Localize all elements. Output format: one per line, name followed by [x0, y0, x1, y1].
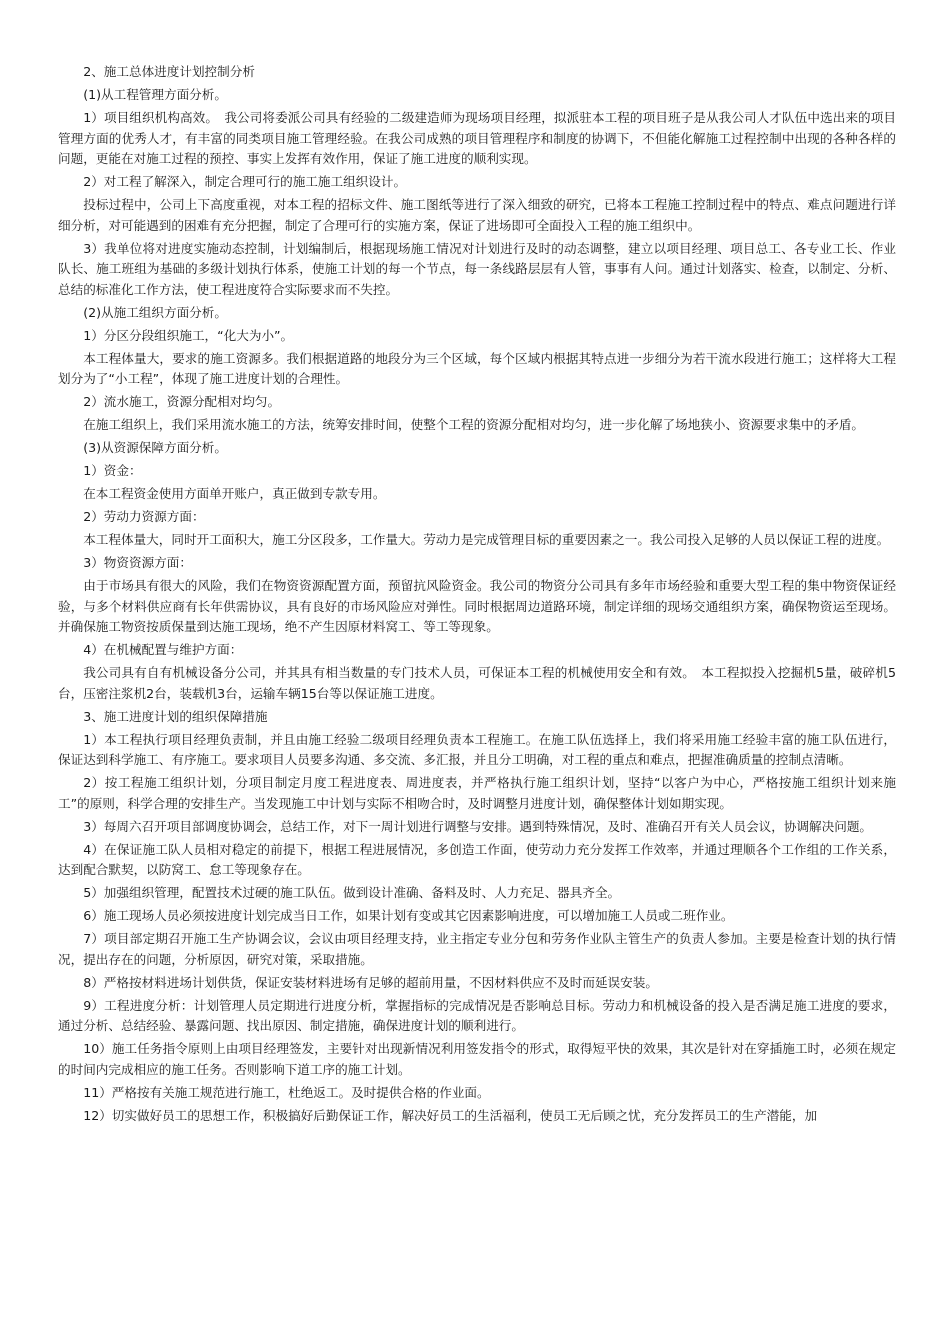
paragraph: 由于市场具有很大的风险，我们在物资资源配置方面，预留抗风险资金。我公司的物资分公司具有多年市场经验和重要大型工程的集中物资保证经验，与多个材料供应商有长年供需协议，具有良好的市场风险应对弹性。同时根据周边道路环境，制定详细的现场交通组织方案，确保物资运至现场。并确保施工物资按质保量到达施工现场，绝不产生因原材料窝工、等工等现象。	[58, 578, 896, 634]
paragraph: 2）劳动力资源方面：	[83, 509, 205, 524]
paragraph: 9）工程进度分析：计划管理人员定期进行进度分析，掌握指标的完成情况是否影响总目标。劳动力和机械设备的投入是否满足施工进度的要求，通过分析、总结经验、暴露问题、找出原因、制定措施，确保进度计划的顺利进行。	[58, 997, 896, 1033]
paragraph: 1）项目组织机构高效。 我公司将委派公司具有经验的二级建造师为现场项目经理，拟派驻本工程的项目班子是从我公司人才队伍中选出来的项目管理方面的优秀人才，有丰富的同类项目施工管理经验。在我公司成熟的项目管理程序和制度的协调下，不但能化解施工过程控制中出现的各种各样的问题，更能在对施工过程的预控、事实上发挥有效作用，保证了施工进度的顺利实现。	[58, 110, 896, 166]
paragraph: 3）每周六召开项目部调度协调会，总结工作，对下一周计划进行调整与安排。遇到特殊情况，及时、准确召开有关人员会议，协调解决问题。	[83, 818, 873, 834]
paragraph: 2）按工程施工组织计划，分项目制定月度工程进度表、周进度表，并严格执行施工组织计划，坚持“以客户为中心，严格按施工组织计划来施工”的原则，科学合理的安排生产。当发现施工中计划与实际不相吻合时，及时调整月进度计划，确保整体计划如期实现。	[58, 775, 896, 811]
paragraph: 12）切实做好员工的思想工作，积极搞好后勤保证工作，解决好员工的生活福利，使员工无后顾之忧，充分发挥员工的生产潜能，加	[83, 1107, 818, 1123]
paragraph: 我公司具有自有机械设备分公司，并其具有相当数量的专门技术人员，可保证本工程的机械使用安全和有效。 本工程拟投入挖掘机5量，破碎机5台，压密注浆机2台，装载机3台，运输车辆15台等以保证施工进度。	[58, 665, 896, 701]
paragraph: 5）加强组织管理，配置技术过硬的施工队伍。做到设计准确、备料及时、人力充足、器具齐全。	[83, 885, 621, 900]
paragraph: 2）对工程了解深入，制定合理可行的施工施工组织设计。	[83, 174, 407, 189]
heading-organization-measures: 3、施工进度计划的组织保障措施	[83, 708, 268, 724]
paragraph: 3）我单位将对进度实施动态控制，计划编制后，根据现场施工情况对计划进行及时的动态调整，建立以项目经理、项目总工、各专业工长、作业队长、施工班组为基础的多级计划执行体系，使施工计划的每一个节点，每一条线路层层有人管，事事有人问。通过计划落实、检查，以制定、分析、总结的标准化工作方法，使工程进度符合实际要求而不失控。	[58, 240, 896, 297]
paragraph: 2）流水施工，资源分配相对均匀。	[83, 394, 281, 409]
paragraph: 4）在机械配置与维护方面：	[83, 642, 243, 657]
paragraph: 投标过程中，公司上下高度重视，对本工程的招标文件、施工图纸等进行了深入细致的研究，已将本工程施工控制过程中的特点、难点问题进行详细分析，对可能遇到的困难有充分把握，制定了合理可行的实施方案，保证了进场即可全面投入工程的施工组织中。	[58, 197, 896, 233]
document-body	[58, 62, 896, 1129]
paragraph: 6）施工现场人员必须按进度计划完成当日工作，如果计划有变或其它因素影响进度，可以增加施工人员或二班作业。	[83, 908, 734, 923]
paragraph: 1）分区分段组织施工，“化大为小”。	[83, 327, 294, 343]
subheading-management: (1)从工程管理方面分析。	[83, 87, 227, 102]
paragraph: 4）在保证施工队人员相对稳定的前提下，根据工程进展情况，多创造工作面，使劳动力充分发挥工作效率，并通过理顺各个工作组的工作关系，达到配合默契，以防窝工、怠工等现象存在。	[58, 841, 896, 877]
paragraph: 在本工程资金使用方面单开账户，真正做到专款专用。	[83, 486, 386, 501]
paragraph: 1）本工程执行项目经理负责制，并且由施工经验二级项目经理负责本工程施工。在施工队伍选择上，我们将采用施工经验丰富的施工队伍进行，保证达到科学施工、有序施工。要求项目人员要多沟通、多交流、多汇报，并且分工明确，对工程的重点和难点，把握准确质量的控制点清晰。	[58, 731, 896, 767]
subheading-construction-organization: (2)从施工组织方面分析。	[83, 304, 227, 320]
paragraph: 在施工组织上，我们采用流水施工的方法，统筹安排时间，使整个工程的资源分配相对均匀，进一步化解了场地狭小、资源要求集中的矛盾。	[83, 417, 864, 432]
paragraph: 本工程体量大，同时开工面积大，施工分区段多，工作量大。劳动力是完成管理目标的重要因素之一。我公司投入足够的人员以保证工程的进度。	[83, 532, 890, 547]
paragraph: 7）项目部定期召开施工生产协调会议，会议由项目经理支持，业主指定专业分包和劳务作业队主管生产的负责人参加。主要是检查计划的执行情况，提出存在的问题，分析原因，研究对策，采取措施。	[58, 931, 896, 967]
paragraph: 本工程体量大，要求的施工资源多。我们根据道路的地段分为三个区域，每个区域内根据其特点进一步细分为若干流水段进行施工；这样将大工程划分为了“小工程”，体现了施工进度计划的合理性。	[58, 350, 896, 386]
paragraph: 1）资金：	[83, 463, 142, 478]
subheading-resource-guarantee: (3)从资源保障方面分析。	[83, 440, 227, 455]
paragraph: 11）严格按有关施工规范进行施工，杜绝返工。及时提供合格的作业面。	[83, 1084, 490, 1100]
heading-schedule-control-analysis: 2、施工总体进度计划控制分析	[83, 64, 255, 79]
paragraph: 10）施工任务指令原则上由项目经理签发，主要针对出现新情况利用签发指令的形式，取得短平快的效果，其次是针对在穿插施工时，必须在规定的时间内完成相应的施工任务。否则影响下道工序的施工计划。	[58, 1041, 896, 1077]
paragraph: 8）严格按材料进场计划供货，保证安装材料进场有足够的超前用量，不因材料供应不及时而延误安装。	[83, 974, 658, 990]
paragraph: 3）物资资源方面：	[83, 555, 192, 570]
